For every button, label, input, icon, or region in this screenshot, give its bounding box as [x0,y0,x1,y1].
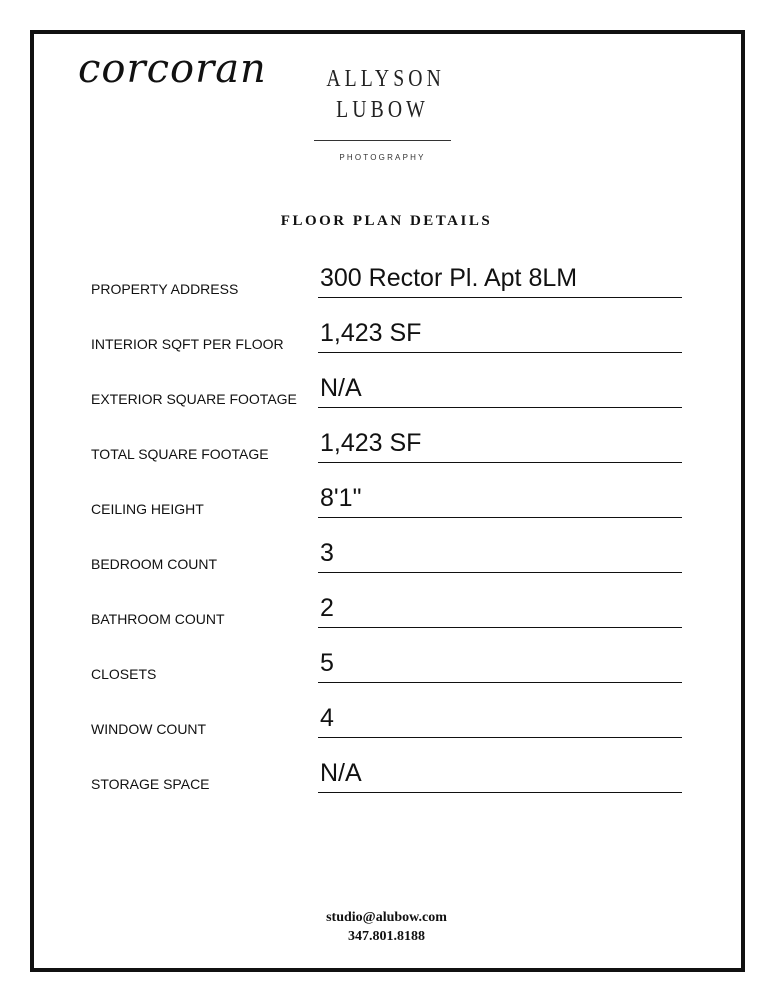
logo-divider [314,140,451,141]
field-value: 300 Rector Pl. Apt 8LM [320,264,578,292]
field-label: CEILING HEIGHT [91,501,204,517]
contact-email[interactable]: studio@alubow.com [326,910,447,925]
field-label: PROPERTY ADDRESS [91,281,239,297]
field-row-ceiling-height [0,477,773,517]
contact-phone[interactable]: 347.801.8188 [348,929,425,944]
field-row-closets [0,642,773,682]
field-row-storage-space [0,752,773,792]
field-underline [318,627,682,628]
field-value: 1,423 SF [320,429,422,457]
field-underline [318,407,682,408]
field-underline [318,517,682,518]
field-underline [318,682,682,683]
field-value: 3 [320,539,334,567]
field-row-exterior-sqft [0,367,773,407]
field-label: WINDOW COUNT [91,721,207,737]
field-value: 2 [320,594,334,622]
field-label: CLOSETS [91,666,157,682]
field-underline [318,792,682,793]
field-underline [318,572,682,573]
field-value: N/A [320,759,362,787]
document-title: FLOOR PLAN DETAILS [280,213,493,229]
photographer-last-name: LUBOW [336,97,429,123]
field-row-property-address [0,257,773,297]
field-value: 4 [320,704,334,732]
field-underline [318,737,682,738]
field-value: 1,423 SF [320,319,422,347]
field-row-total-sqft [0,422,773,462]
field-value: N/A [320,374,362,402]
field-row-bedroom-count [0,532,773,572]
field-label: TOTAL SQUARE FOOTAGE [91,446,269,462]
field-underline [318,352,682,353]
field-row-bathroom-count [0,587,773,627]
field-label: BATHROOM COUNT [91,611,225,627]
photographer-first-name: ALLYSON [326,66,445,92]
photographer-subtitle: PHOTOGRAPHY [339,153,426,162]
field-row-window-count [0,697,773,737]
photographer-logo [314,64,451,126]
field-value: 5 [320,649,334,677]
field-underline [318,462,682,463]
field-label: EXTERIOR SQUARE FOOTAGE [91,391,297,407]
corcoran-logo: corcoran [78,46,267,92]
field-row-interior-sqft [0,312,773,352]
field-underline [318,297,682,298]
field-label: STORAGE SPACE [91,776,210,792]
field-label: INTERIOR SQFT PER FLOOR [91,336,284,352]
field-label: BEDROOM COUNT [91,556,217,572]
field-value: 8'1" [320,484,362,512]
